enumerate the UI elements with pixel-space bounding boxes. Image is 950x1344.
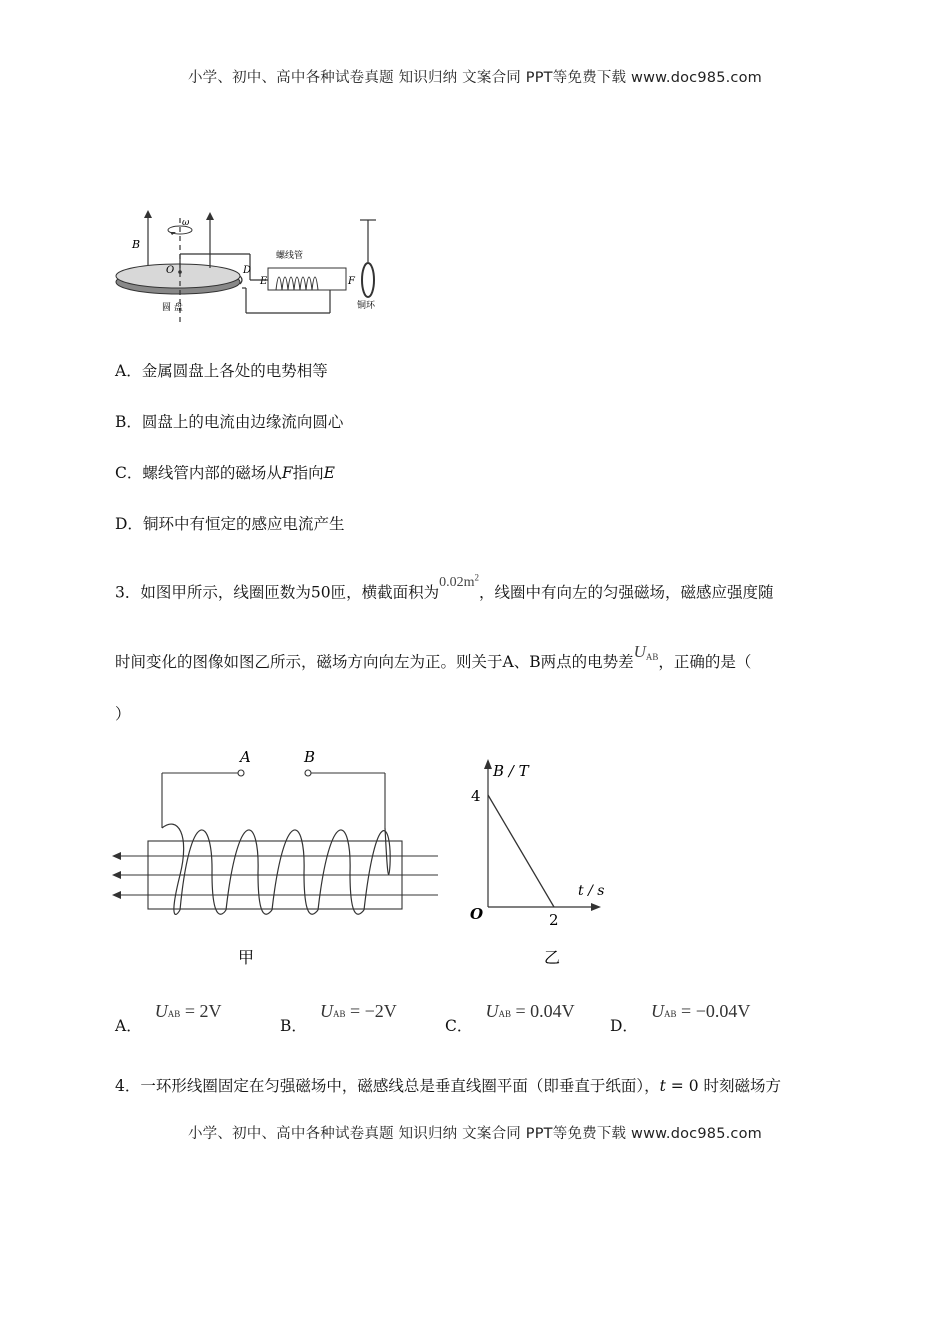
coil-windings [162, 824, 390, 914]
copper-ring [362, 263, 374, 297]
option-c: C．螺线管内部的磁场从F指向E [115, 464, 335, 482]
disk-solenoid-figure [110, 210, 395, 325]
ring-label: 铜环 [357, 301, 376, 311]
caption-jia: 甲 [238, 948, 255, 967]
option-b: B．圆盘上的电流由边缘流向圆心 [115, 413, 344, 431]
o-label: O [166, 265, 175, 276]
y-axis-label: B / T [493, 762, 529, 780]
coil-figure-jia [108, 745, 448, 970]
d-label: D [243, 265, 252, 276]
bt-data-line [488, 795, 554, 907]
solenoid-core [268, 268, 346, 290]
bt-graph [460, 755, 620, 970]
option-d: D．铜环中有恒定的感应电流产生 [115, 515, 345, 533]
x-tick-label: 2 [549, 911, 559, 929]
q3-option-b: B． UAB = −2V [280, 1001, 397, 1035]
disk-top [116, 264, 240, 288]
q3-line3: ） [115, 705, 131, 723]
terminal-b [305, 770, 311, 776]
disk-label: 圆 盘 [162, 303, 183, 313]
option-a: A．金属圆盘上各处的电势相等 [115, 362, 328, 380]
origin-label: O [470, 905, 484, 923]
y-tick-label: 4 [471, 787, 481, 805]
page-footer: 小学、初中、高中各种试卷真题 知识归纳 文案合同 PPT等免费下载 www.doc985.com [187, 1126, 763, 1142]
terminal-a [238, 770, 244, 776]
q4-line1: 4．一环形线圈固定在匀强磁场中，磁感线总是垂直线圈平面（即垂直于纸面），t = 0 时刻磁场方 [115, 1077, 781, 1095]
a-label: A [240, 748, 251, 766]
caption-yi: 乙 [544, 948, 561, 967]
solenoid-label: 螺线管 [276, 251, 304, 261]
page-header: 小学、初中、高中各种试卷真题 知识归纳 文案合同 PPT等免费下载 www.doc985.com [187, 70, 763, 86]
q3-option-a: A． UAB = 2V [115, 1001, 222, 1035]
omega-label: ω [182, 218, 190, 228]
b-label: B [132, 238, 141, 251]
q3-option-d: D． UAB = −0.04V [610, 1001, 751, 1035]
q3-options-row [115, 1000, 875, 1040]
q3-line2: 时间变化的图像如图乙所示，磁场方向向左为正。则关于A、B两点的电势差$U^{AB}$，正确的是（ [115, 642, 752, 671]
f-label: F [348, 276, 355, 287]
q3-option-c: C． UAB = 0.04V [445, 1001, 575, 1035]
x-axis-label: t / s [578, 883, 605, 899]
e-label: E [260, 276, 268, 287]
b-label: B [304, 748, 316, 766]
q3-line1: 3．如图甲所示，线圈匝数为50匝，横截面积为$0.02m^2$，线圈中有向左的匀强磁场，磁感应强度随 [115, 572, 774, 602]
